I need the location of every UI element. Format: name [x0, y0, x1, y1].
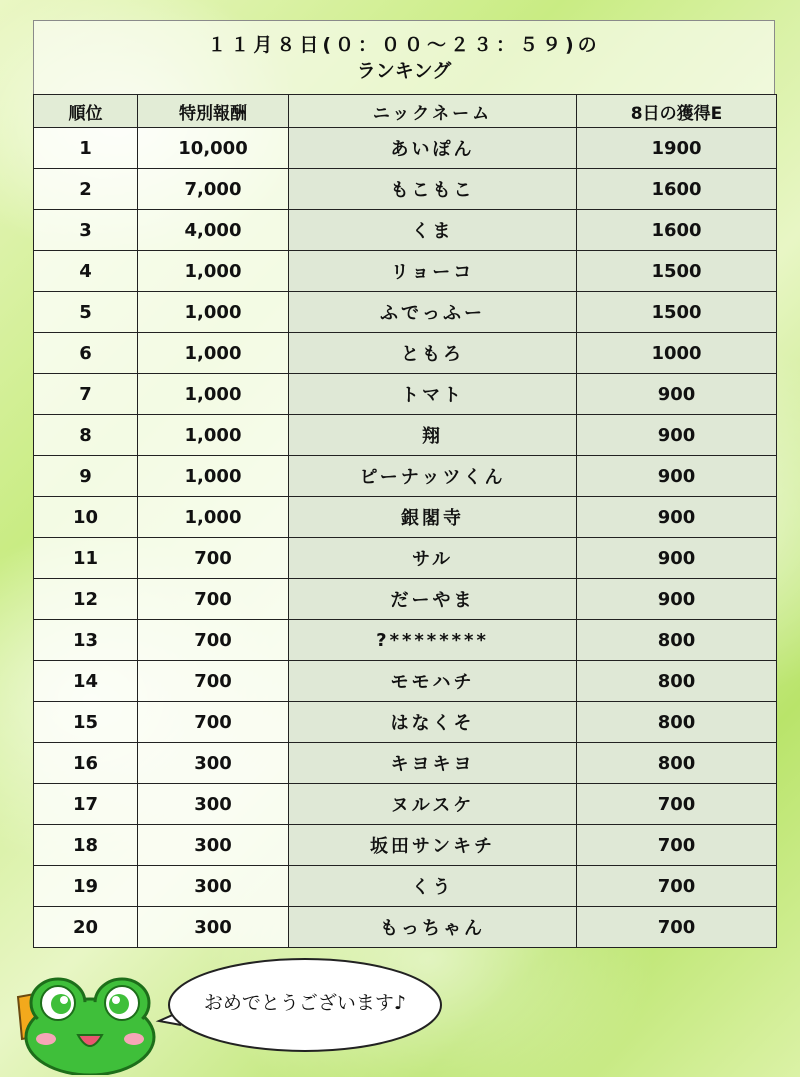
- rank-cell: 12: [34, 579, 138, 620]
- reward-cell: 7,000: [138, 169, 289, 210]
- rank-cell: 4: [34, 251, 138, 292]
- rank-cell: 2: [34, 169, 138, 210]
- reward-cell: 1,000: [138, 415, 289, 456]
- nickname-cell: もこもこ: [289, 169, 577, 210]
- rank-cell: 17: [34, 784, 138, 825]
- reward-cell: 1,000: [138, 456, 289, 497]
- nickname-cell: もっちゃん: [289, 907, 577, 948]
- nickname-cell: キヨキヨ: [289, 743, 577, 784]
- nickname-cell: サル: [289, 538, 577, 579]
- reward-cell: 300: [138, 866, 289, 907]
- points-cell: 1500: [577, 251, 777, 292]
- reward-cell: 1,000: [138, 251, 289, 292]
- rank-cell: 13: [34, 620, 138, 661]
- reward-cell: 300: [138, 907, 289, 948]
- table-row: [34, 866, 777, 907]
- points-cell: 800: [577, 702, 777, 743]
- reward-cell: 4,000: [138, 210, 289, 251]
- reward-cell: 700: [138, 702, 289, 743]
- points-cell: 700: [577, 866, 777, 907]
- table-row: [34, 702, 777, 743]
- points-cell: 700: [577, 784, 777, 825]
- points-cell: 900: [577, 374, 777, 415]
- reward-cell: 300: [138, 743, 289, 784]
- rank-cell: 11: [34, 538, 138, 579]
- table-row: [34, 620, 777, 661]
- header-nickname: ニックネーム: [289, 95, 577, 128]
- table-row: [34, 333, 777, 374]
- reward-cell: 1,000: [138, 333, 289, 374]
- nickname-cell: ふでっふー: [289, 292, 577, 333]
- reward-cell: 300: [138, 784, 289, 825]
- nickname-cell: あいぽん: [289, 128, 577, 169]
- table-header-row: [34, 95, 777, 128]
- nickname-cell: 翔: [289, 415, 577, 456]
- points-cell: 1600: [577, 210, 777, 251]
- nickname-cell: 坂田サンキチ: [289, 825, 577, 866]
- reward-cell: 700: [138, 661, 289, 702]
- rank-cell: 20: [34, 907, 138, 948]
- table-row: [34, 743, 777, 784]
- points-cell: 800: [577, 661, 777, 702]
- nickname-cell: くう: [289, 866, 577, 907]
- reward-cell: 1,000: [138, 292, 289, 333]
- title-ranking-line: ランキング: [356, 59, 452, 82]
- nickname-cell: くま: [289, 210, 577, 251]
- rank-cell: 7: [34, 374, 138, 415]
- rank-cell: 8: [34, 415, 138, 456]
- title-date-line: １１月８日(０：００〜２３：５９)の: [207, 33, 601, 56]
- header-points: 8日の獲得E: [577, 95, 777, 128]
- rank-cell: 1: [34, 128, 138, 169]
- rank-cell: 14: [34, 661, 138, 702]
- reward-cell: 700: [138, 538, 289, 579]
- points-cell: 800: [577, 620, 777, 661]
- nickname-cell: だーやま: [289, 579, 577, 620]
- rank-cell: 10: [34, 497, 138, 538]
- table-row: [34, 251, 777, 292]
- rank-cell: 5: [34, 292, 138, 333]
- table-row: [34, 784, 777, 825]
- points-cell: 1900: [577, 128, 777, 169]
- frog-mascot-icon: [10, 975, 160, 1075]
- table-row: [34, 907, 777, 948]
- points-cell: 1000: [577, 333, 777, 374]
- table-row: [34, 292, 777, 333]
- points-cell: 900: [577, 579, 777, 620]
- header-reward: 特別報酬: [138, 95, 289, 128]
- nickname-cell: ともろ: [289, 333, 577, 374]
- nickname-cell: はなくそ: [289, 702, 577, 743]
- table-row: [34, 128, 777, 169]
- table-row: [34, 579, 777, 620]
- points-cell: 800: [577, 743, 777, 784]
- nickname-cell: トマト: [289, 374, 577, 415]
- rank-cell: 16: [34, 743, 138, 784]
- points-cell: 900: [577, 456, 777, 497]
- points-cell: 1500: [577, 292, 777, 333]
- rank-cell: 18: [34, 825, 138, 866]
- nickname-cell: 銀閣寺: [289, 497, 577, 538]
- reward-cell: 10,000: [138, 128, 289, 169]
- ranking-table: [33, 94, 777, 948]
- table-row: [34, 210, 777, 251]
- rank-cell: 19: [34, 866, 138, 907]
- reward-cell: 300: [138, 825, 289, 866]
- table-row: [34, 538, 777, 579]
- nickname-cell: ヌルスケ: [289, 784, 577, 825]
- nickname-cell: リョーコ: [289, 251, 577, 292]
- table-row: [34, 661, 777, 702]
- nickname-cell: ?********: [289, 620, 577, 661]
- rank-cell: 9: [34, 456, 138, 497]
- nickname-cell: モモハチ: [289, 661, 577, 702]
- points-cell: 700: [577, 825, 777, 866]
- table-row: [34, 497, 777, 538]
- table-row: [34, 825, 777, 866]
- reward-cell: 700: [138, 620, 289, 661]
- table-row: [34, 374, 777, 415]
- points-cell: 900: [577, 497, 777, 538]
- congrats-message: おめでとうございます♪: [203, 992, 407, 1014]
- rank-cell: 15: [34, 702, 138, 743]
- reward-cell: 700: [138, 579, 289, 620]
- nickname-cell: ピーナッツくん: [289, 456, 577, 497]
- header-rank: 順位: [34, 95, 138, 128]
- points-cell: 900: [577, 538, 777, 579]
- reward-cell: 1,000: [138, 497, 289, 538]
- points-cell: 1600: [577, 169, 777, 210]
- rank-cell: 6: [34, 333, 138, 374]
- rank-cell: 3: [34, 210, 138, 251]
- table-row: [34, 456, 777, 497]
- ranking-title: [33, 20, 775, 94]
- reward-cell: 1,000: [138, 374, 289, 415]
- table-row: [34, 415, 777, 456]
- points-cell: 900: [577, 415, 777, 456]
- table-row: [34, 169, 777, 210]
- points-cell: 700: [577, 907, 777, 948]
